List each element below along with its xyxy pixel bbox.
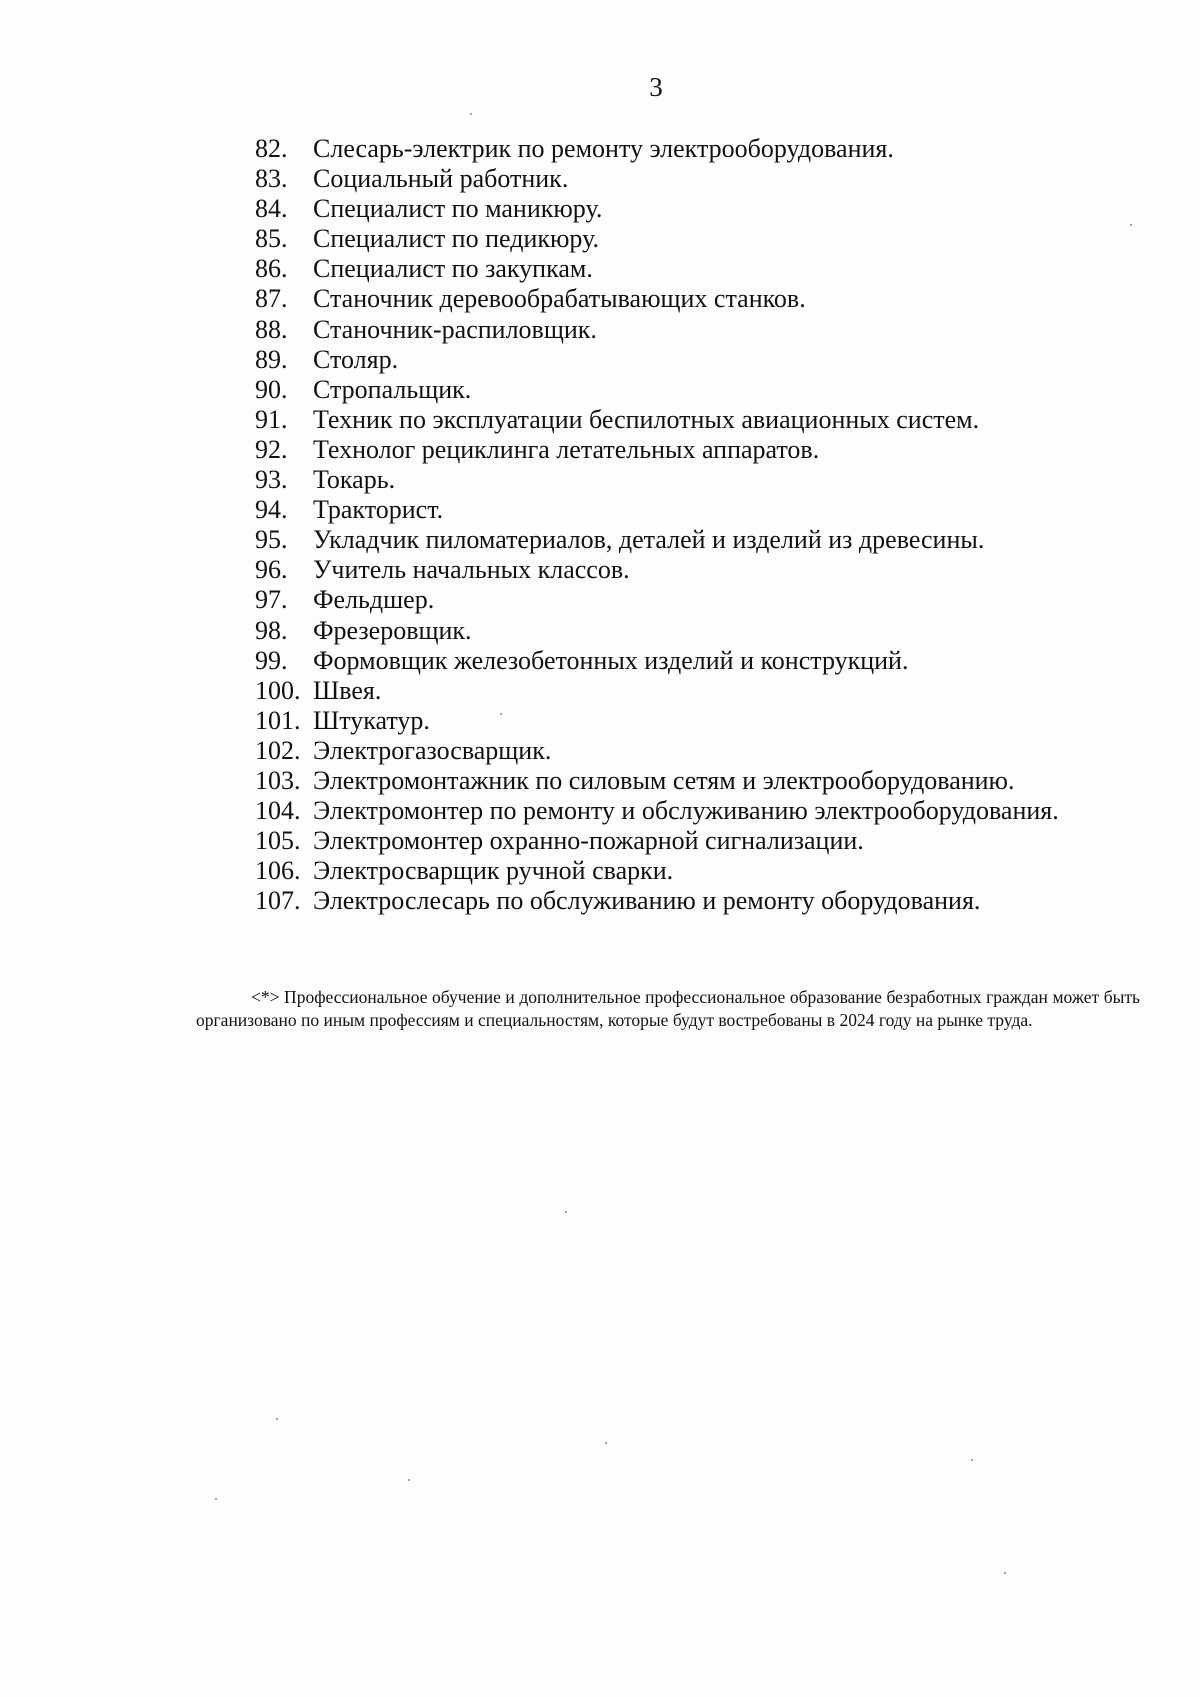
scan-speck (215, 1498, 217, 1500)
list-item (255, 826, 1175, 856)
list-item-text: Специалист по педикюру. (313, 224, 599, 254)
list-item-number: 83. (255, 164, 288, 194)
list-item (255, 405, 1175, 435)
list-item (255, 856, 1175, 886)
list-item-number: 84. (255, 194, 288, 224)
list-item (255, 646, 1175, 676)
list-item-text: Штукатур. (313, 705, 430, 735)
list-item (255, 224, 1175, 254)
list-item-text: Стропальщик. (313, 374, 472, 404)
list-item (255, 525, 1175, 555)
list-item-text: Электрогазосварщик. (313, 735, 552, 765)
list-item-number: 87. (255, 284, 288, 314)
list-item-text: Электросварщик ручной сварки. (313, 856, 674, 886)
list-item-number: 91. (255, 404, 288, 434)
list-item (255, 345, 1175, 375)
list-item (255, 254, 1175, 284)
scan-speck (565, 1211, 567, 1213)
list-item (255, 796, 1175, 826)
list-item-number: 105. (255, 826, 301, 856)
list-item-number: 101. (255, 705, 301, 735)
scan-speck (500, 713, 502, 715)
list-item-number: 86. (255, 254, 288, 284)
scan-speck (408, 1479, 410, 1481)
list-item-text: Швея. (313, 675, 382, 705)
list-item-number: 82. (255, 134, 288, 163)
list-item-text: Слесарь-электрик по ремонту электрооборудования. (313, 134, 894, 163)
list-item-number: 99. (255, 645, 288, 675)
list-item-number: 100. (255, 675, 301, 705)
list-item-text: Электромонтер по ремонту и обслуживанию электрооборудования. (313, 796, 1059, 826)
list-item-number: 107. (255, 886, 301, 916)
list-item-text: Технолог рециклинга летательных аппаратов. (313, 434, 820, 464)
list-item-text: Специалист по закупкам. (313, 254, 593, 284)
list-item (255, 495, 1175, 525)
list-item (255, 555, 1175, 585)
list-item-text: Социальный работник. (313, 164, 569, 194)
list-item-number: 85. (255, 224, 288, 254)
list-item (255, 315, 1175, 345)
list-item-number: 106. (255, 856, 301, 886)
list-item-text: Электромонтер охранно-пожарной сигнализации. (313, 826, 864, 856)
list-item-number: 95. (255, 525, 288, 555)
scan-speck (605, 1442, 607, 1444)
list-item (255, 766, 1175, 796)
list-item-number: 94. (255, 495, 288, 525)
list-item-number: 103. (255, 765, 301, 795)
scan-speck (1130, 224, 1132, 226)
list-item-text: Электрослесарь по обслуживанию и ремонту оборудования. (313, 886, 981, 916)
list-item-number: 102. (255, 735, 301, 765)
list-item (255, 616, 1175, 646)
scan-speck (1004, 1572, 1006, 1574)
list-item (255, 585, 1175, 615)
list-item (255, 134, 1175, 164)
list-item (255, 164, 1175, 194)
list-item-text: Станочник-распиловщик. (313, 314, 597, 344)
list-item-number: 90. (255, 374, 288, 404)
list-item-number: 97. (255, 585, 288, 615)
list-item-number: 88. (255, 314, 288, 344)
scan-speck (470, 113, 472, 115)
list-item-text: Техник по эксплуатации беспилотных авиационных систем. (313, 404, 980, 434)
list-item-text: Формовщик железобетонных изделий и конструкций. (313, 645, 909, 675)
list-item (255, 886, 1175, 916)
list-item-text: Укладчик пиломатериалов, деталей и изделий из древесины. (313, 525, 985, 555)
list-item (255, 465, 1175, 495)
list-item (255, 284, 1175, 314)
footnote: <*> Профессиональное обучение и дополнительное профессиональное образование безработных граждан может быть организовано по иным профессиям и специальностям, которые будут востребованы в 2024 году на рынке труда. (196, 987, 1140, 1030)
list-item (255, 736, 1175, 766)
list-item-number: 93. (255, 465, 288, 495)
list-item (255, 435, 1175, 465)
profession-list (255, 134, 1175, 916)
list-item-text: Токарь. (313, 465, 396, 495)
list-item-text: Учитель начальных классов. (313, 555, 630, 585)
scan-speck (276, 1418, 278, 1420)
list-item-text: Станочник деревообрабатывающих станков. (313, 284, 806, 314)
list-item-text: Специалист по маникюру. (313, 194, 603, 224)
list-item-number: 104. (255, 796, 301, 826)
list-item-text: Тракторист. (313, 495, 444, 525)
list-item-number: 89. (255, 344, 288, 374)
list-item-number: 92. (255, 434, 288, 464)
list-item (255, 375, 1175, 405)
list-item-text: Электромонтажник по силовым сетям и электрооборудованию. (313, 765, 1015, 795)
list-item-number: 96. (255, 555, 288, 585)
list-item-text: Фельдшер. (313, 585, 435, 615)
list-item-text: Фрезеровщик. (313, 615, 472, 645)
scan-speck (971, 1459, 973, 1461)
page-number: 3 (649, 72, 663, 102)
list-item (255, 676, 1175, 706)
list-item-number: 98. (255, 615, 288, 645)
list-item-text: Столяр. (313, 344, 399, 374)
list-item (255, 194, 1175, 224)
list-item (255, 706, 1175, 736)
